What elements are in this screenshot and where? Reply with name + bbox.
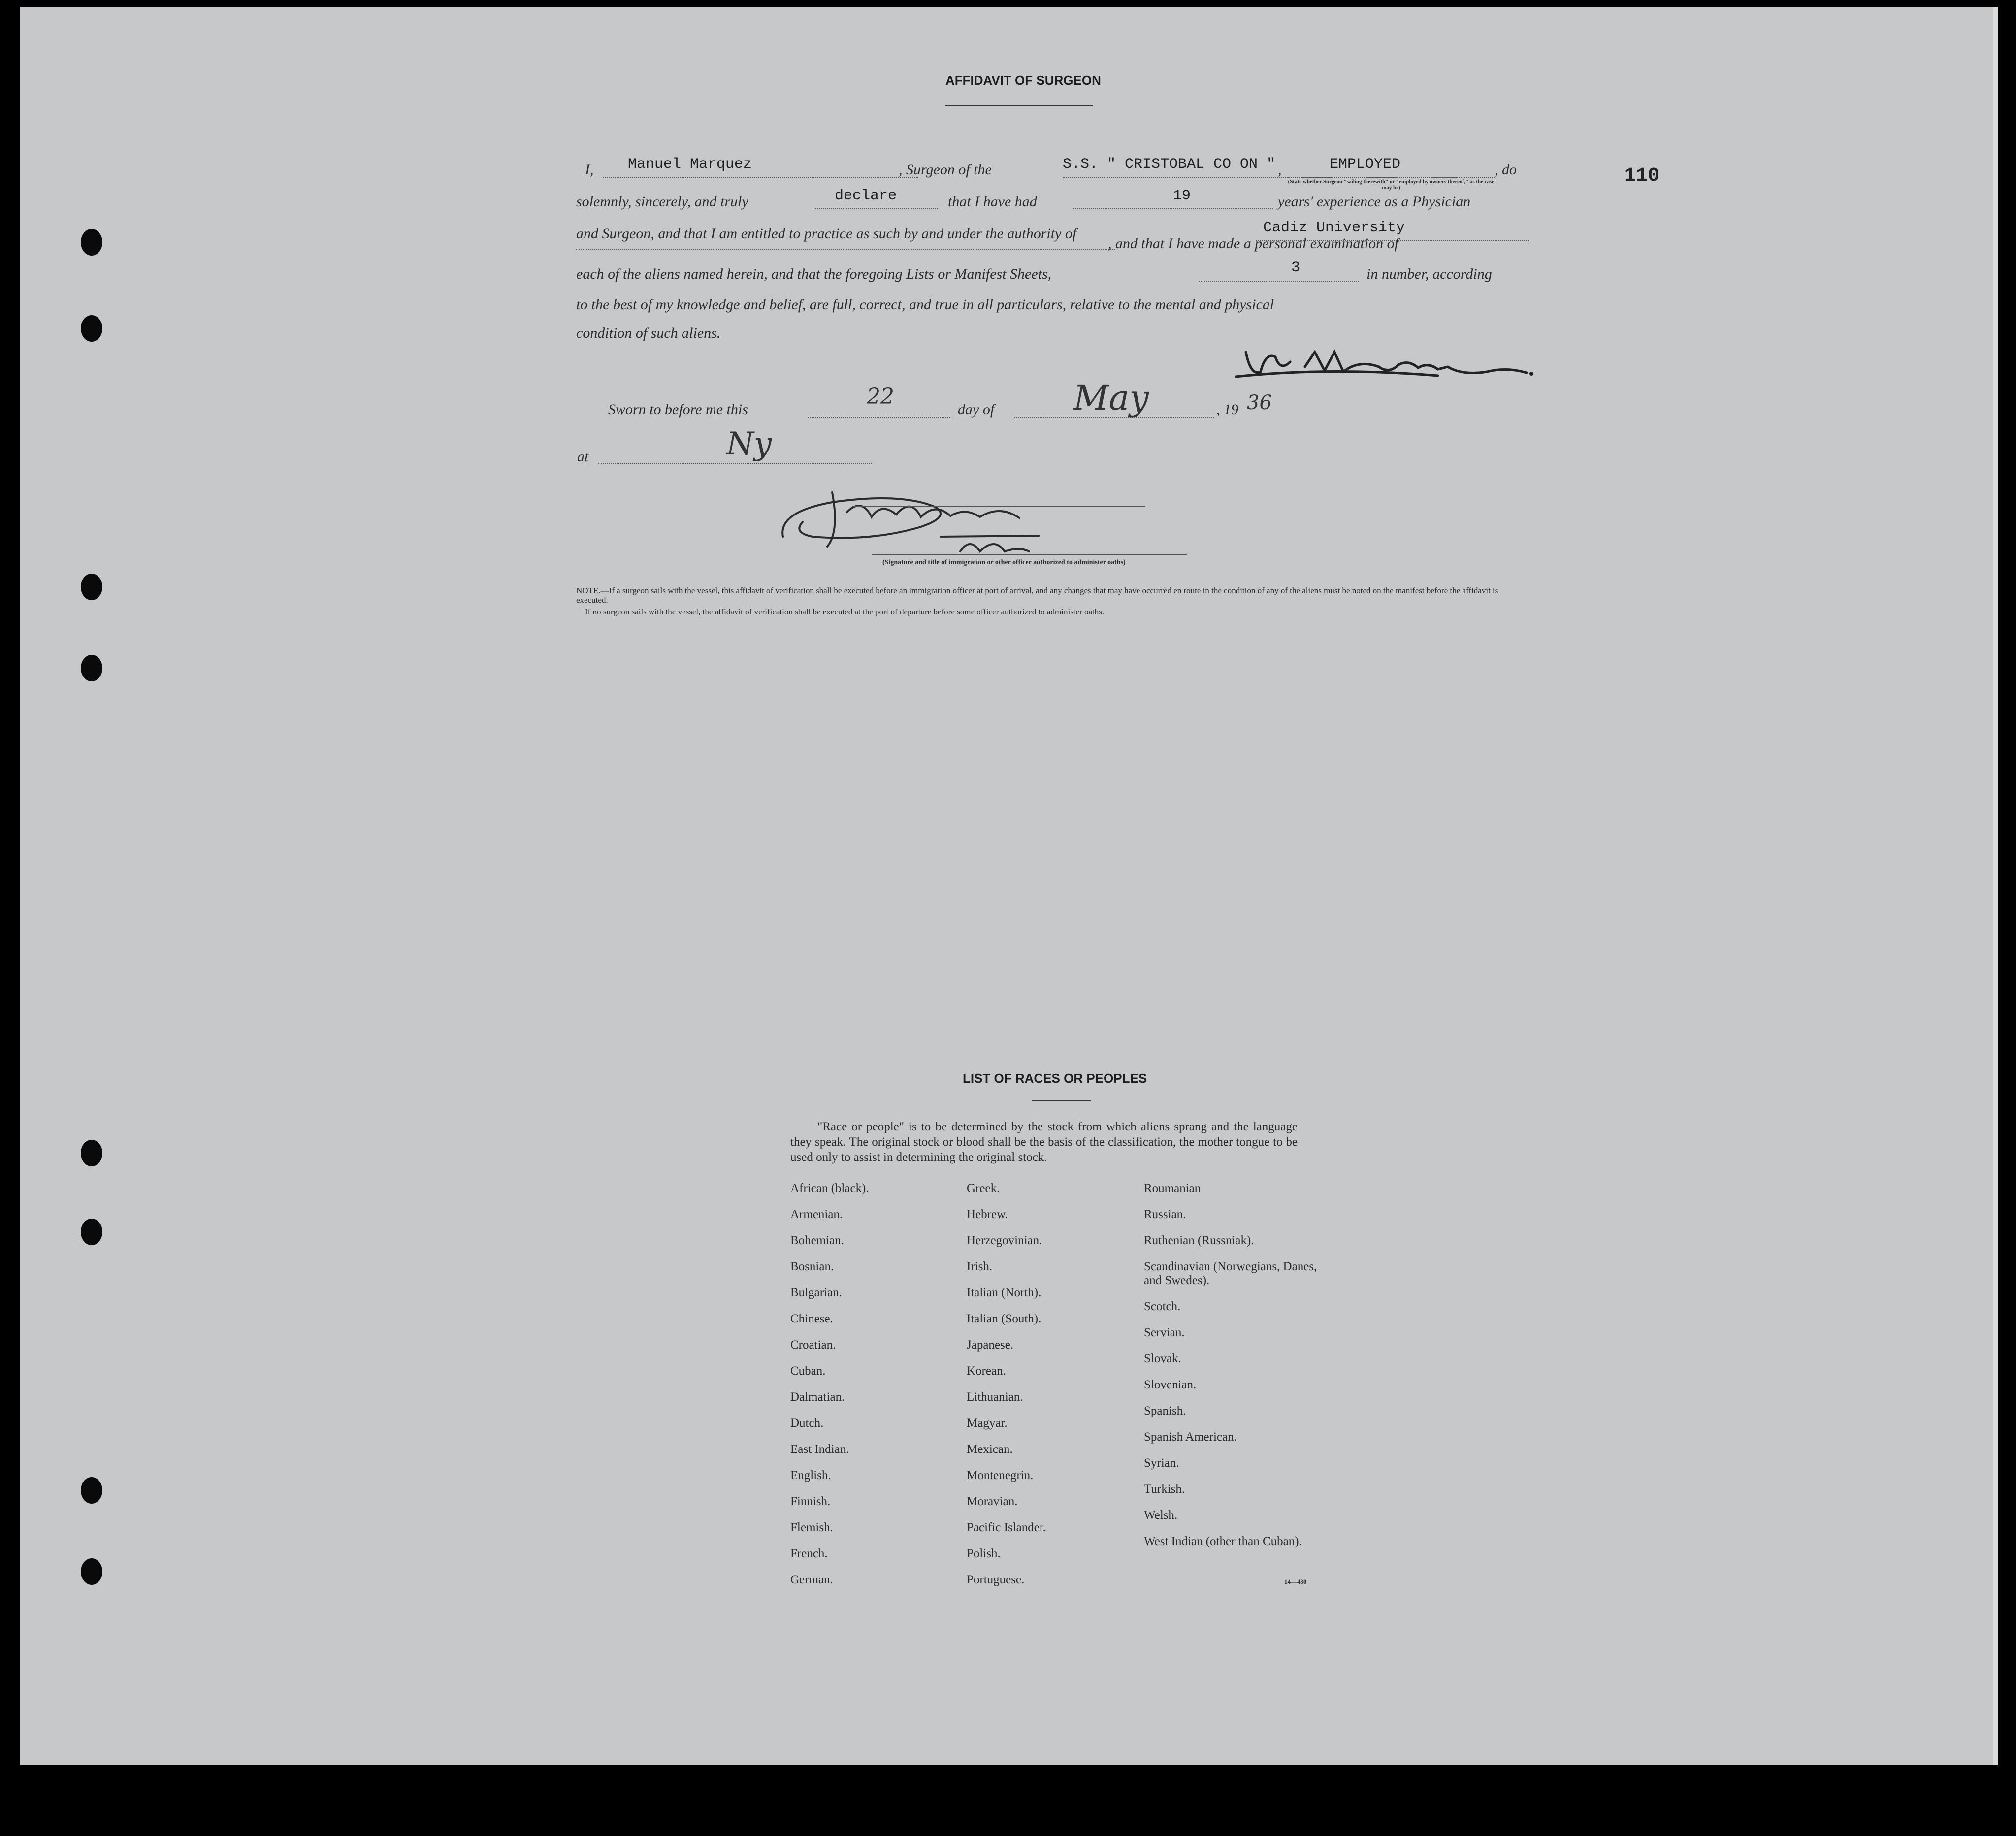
surgeon-signature xyxy=(1231,332,1576,391)
race-item: Portuguese. xyxy=(967,1573,1025,1586)
capacity-hint: (State whether Surgeon "sailing therewith" or "employed by owners thereof," as the case may be) xyxy=(1288,179,1495,191)
race-item: Moravian. xyxy=(967,1495,1018,1508)
race-item: Roumanian xyxy=(1144,1182,1201,1195)
race-item: Bulgarian. xyxy=(790,1286,842,1299)
punch-hole xyxy=(81,1477,102,1504)
text-best: to the best of my knowledge and belief, are full, correct, and true in all particulars, relative to the mental and physical xyxy=(576,296,1274,313)
surgeon-name: Manuel Marquez xyxy=(628,156,752,173)
race-item: Slovenian. xyxy=(1144,1378,1197,1391)
race-item: Mexican. xyxy=(967,1443,1013,1456)
official-signature-line xyxy=(852,506,1145,507)
official-title-line xyxy=(872,554,1187,555)
race-item: Croatian. xyxy=(790,1338,836,1352)
race-item: English. xyxy=(790,1469,831,1482)
race-item: Japanese. xyxy=(967,1338,1014,1352)
form-number: 14—430 xyxy=(1284,1578,1307,1585)
text-i: I, xyxy=(585,161,594,178)
race-item: French. xyxy=(790,1547,828,1560)
punch-hole xyxy=(81,229,102,256)
years-experience: 19 xyxy=(1173,188,1191,204)
race-item: East Indian. xyxy=(790,1443,849,1456)
text-comma: , xyxy=(1278,161,1282,178)
vessel-name: S.S. " CRISTOBAL CO ON " xyxy=(1063,156,1276,173)
sworn-month: May xyxy=(1073,378,1149,418)
name-line xyxy=(603,177,918,178)
race-item: Bosnian. xyxy=(790,1260,834,1273)
authority-name: Cadiz University xyxy=(1263,220,1405,236)
document-page xyxy=(20,7,1998,1765)
title-underline xyxy=(945,105,1093,106)
official-caption: (Signature and title of immigration or other officer authorized to administer oaths) xyxy=(882,559,1126,566)
text-day-of: day of xyxy=(958,401,995,418)
race-item: Italian (South). xyxy=(967,1312,1041,1325)
race-item: Korean. xyxy=(967,1364,1006,1378)
official-signature xyxy=(773,478,1147,566)
race-item: German. xyxy=(790,1573,833,1586)
race-item: Dalmatian. xyxy=(790,1390,845,1404)
race-item: Welsh. xyxy=(1144,1509,1178,1522)
punch-hole xyxy=(81,1140,102,1166)
race-item: Chinese. xyxy=(790,1312,833,1325)
text-year-prefix: , 19 xyxy=(1216,401,1238,418)
races-intro: "Race or people" is to be determined by the stock from which aliens sprang and the language they speak. The original stock or blood shall be the basis of the classification, the mother tongue to be used only to assist in determining the original stock. xyxy=(790,1120,1298,1164)
text-sworn: Sworn to before me this xyxy=(608,401,748,418)
race-item: Spanish American. xyxy=(1144,1430,1237,1444)
race-item: Slovak. xyxy=(1144,1352,1181,1365)
race-item: African (black). xyxy=(790,1182,869,1195)
race-item: Hebrew. xyxy=(967,1208,1008,1221)
text-at: at xyxy=(577,449,589,465)
race-item: Cuban. xyxy=(790,1364,826,1378)
race-item: Bohemian. xyxy=(790,1234,845,1247)
race-item: Dutch. xyxy=(790,1417,824,1430)
punch-hole xyxy=(81,1219,102,1245)
text-in-number: in number, according xyxy=(1366,266,1492,282)
race-item: Spanish. xyxy=(1144,1404,1186,1417)
authority-continuation-line xyxy=(576,249,1115,250)
text-and-surgeon: and Surgeon, and that I am entitled to practice as such by and under the authority of xyxy=(576,225,1077,242)
text-years-exp: years' experience as a Physician xyxy=(1278,193,1471,210)
races-title: LIST OF RACES OR PEOPLES xyxy=(963,1071,1147,1086)
note-2: If no surgeon sails with the vessel, the affidavit of verification shall be executed at the port of departure before some officer authorized to administer oaths. xyxy=(585,607,1105,616)
declare-word: declare xyxy=(835,188,897,204)
race-item: Ruthenian (Russniak). xyxy=(1144,1234,1254,1247)
text-solemnly: solemnly, sincerely, and truly xyxy=(576,193,748,210)
race-item: Italian (North). xyxy=(967,1286,1041,1299)
text-surgeon-of: , Surgeon of the xyxy=(899,161,992,178)
sworn-day: 22 xyxy=(867,384,894,409)
race-item: Russian. xyxy=(1144,1208,1186,1221)
day-line xyxy=(808,417,950,418)
text-do: , do xyxy=(1495,161,1517,178)
text-condition: condition of such aliens. xyxy=(576,325,721,341)
punch-hole xyxy=(81,1558,102,1585)
race-item: Greek. xyxy=(967,1182,1000,1195)
race-item: Herzegovinian. xyxy=(967,1234,1042,1247)
race-item: Turkish. xyxy=(1144,1482,1185,1496)
page-number: 110 xyxy=(1624,165,1660,187)
text-that-had: that I have had xyxy=(948,193,1037,210)
capacity-line xyxy=(1288,177,1495,178)
text-each-alien: each of the aliens named herein, and that the foregoing Lists or Manifest Sheets, xyxy=(576,266,1052,282)
race-item: Lithuanian. xyxy=(967,1390,1023,1404)
sheets-line xyxy=(1199,281,1359,282)
sworn-year: 36 xyxy=(1247,391,1272,414)
race-item: Armenian. xyxy=(790,1208,843,1221)
surgeon-capacity: EMPLOYED xyxy=(1330,156,1401,173)
race-item: Scotch. xyxy=(1144,1300,1181,1313)
race-item: Pacific Islander. xyxy=(967,1521,1046,1534)
race-item: Syrian. xyxy=(1144,1456,1179,1470)
years-line xyxy=(1073,208,1273,209)
race-item: Finnish. xyxy=(790,1495,831,1508)
race-item: Magyar. xyxy=(967,1417,1008,1430)
race-item: Flemish. xyxy=(790,1521,833,1534)
race-item: Servian. xyxy=(1144,1326,1185,1339)
race-item: West Indian (other than Cuban). xyxy=(1144,1535,1302,1548)
punch-hole xyxy=(81,655,102,681)
race-item: Montenegrin. xyxy=(967,1469,1034,1482)
sworn-place: Ny xyxy=(726,426,772,462)
place-line xyxy=(598,463,872,464)
text-personal-exam: , and that I have made a personal examination of xyxy=(1108,235,1398,252)
race-item: Polish. xyxy=(967,1547,1001,1560)
races-title-rule xyxy=(1032,1100,1091,1101)
note-1: NOTE.—If a surgeon sails with the vessel, this affidavit of verification shall be executed before an immigration officer at port of arrival, and any changes that may have occurred en route in the condition of any of the aliens must be noted on the manifest before the affidavit is executed. xyxy=(576,586,1498,605)
affidavit-title: AFFIDAVIT OF SURGEON xyxy=(945,73,1101,88)
punch-hole xyxy=(81,574,102,600)
race-item: Scandinavian (Norwegians, Danes, and Swedes). xyxy=(1144,1260,1317,1287)
sheets-count: 3 xyxy=(1291,259,1301,276)
race-item: Irish. xyxy=(967,1260,993,1273)
punch-hole xyxy=(81,315,102,342)
declare-line xyxy=(813,208,938,209)
